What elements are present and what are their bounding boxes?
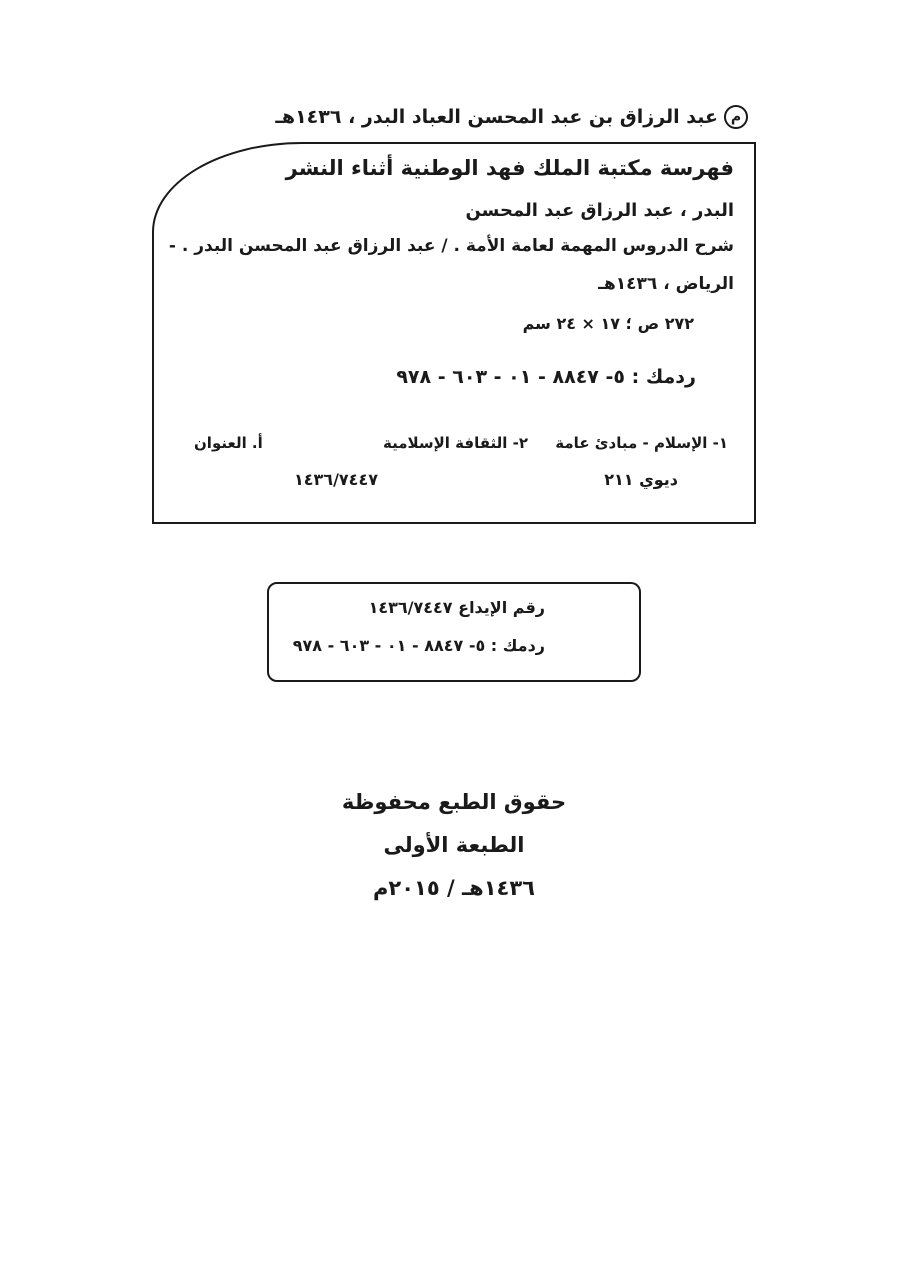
- deposit-isbn: ردمك : ٥- ٨٨٤٧ - ٠١ - ٦٠٣ - ٩٧٨: [292, 636, 545, 655]
- subject-1: ١- الإسلام - مبادئ عامة: [555, 434, 728, 452]
- dewey-label: ديوي ٢١١: [604, 470, 678, 489]
- catalog-subjects: [194, 434, 728, 458]
- subject-title: أ. العنوان: [194, 434, 263, 452]
- dewey-number: ١٤٣٦/٧٤٤٧: [294, 470, 378, 489]
- edition-year: ١٤٣٦هـ / ٢٠١٥م: [373, 876, 535, 900]
- deposit-box: [267, 582, 641, 682]
- catalog-title: فهرسة مكتبة الملك فهد الوطنية أثناء النشر: [285, 156, 734, 180]
- deposit-number: رقم الإيداع ١٤٣٦/٧٤٤٧: [368, 598, 545, 617]
- catalog-isbn: ردمك : ٥- ٨٨٤٧ - ٠١ - ٦٠٣ - ٩٧٨: [396, 366, 696, 388]
- catalog-author: البدر ، عبد الرزاق عبد المحسن: [465, 200, 734, 221]
- copyright-symbol: م: [724, 105, 748, 129]
- edition: الطبعة الأولى: [383, 833, 525, 857]
- subject-2: ٢- الثقافة الإسلامية: [382, 434, 528, 452]
- copyright-line: [108, 100, 748, 134]
- copyright-text: عبد الرزاق بن عبد المحسن العباد البدر ، ١٤٣٦هـ: [275, 106, 718, 128]
- catalog-main-entry: شرح الدروس المهمة لعامة الأمة . / عبد الرزاق عبد المحسن البدر . -: [168, 236, 734, 256]
- catalog-dewey: [294, 470, 678, 494]
- catalog-place: الرياض ، ١٤٣٦هـ: [598, 274, 734, 294]
- catalog-physical-description: ٢٧٢ ص ؛ ١٧ × ٢٤ سم: [522, 314, 694, 333]
- catalog-card: [152, 142, 756, 524]
- rights-reserved: حقوق الطبع محفوظة: [341, 790, 567, 814]
